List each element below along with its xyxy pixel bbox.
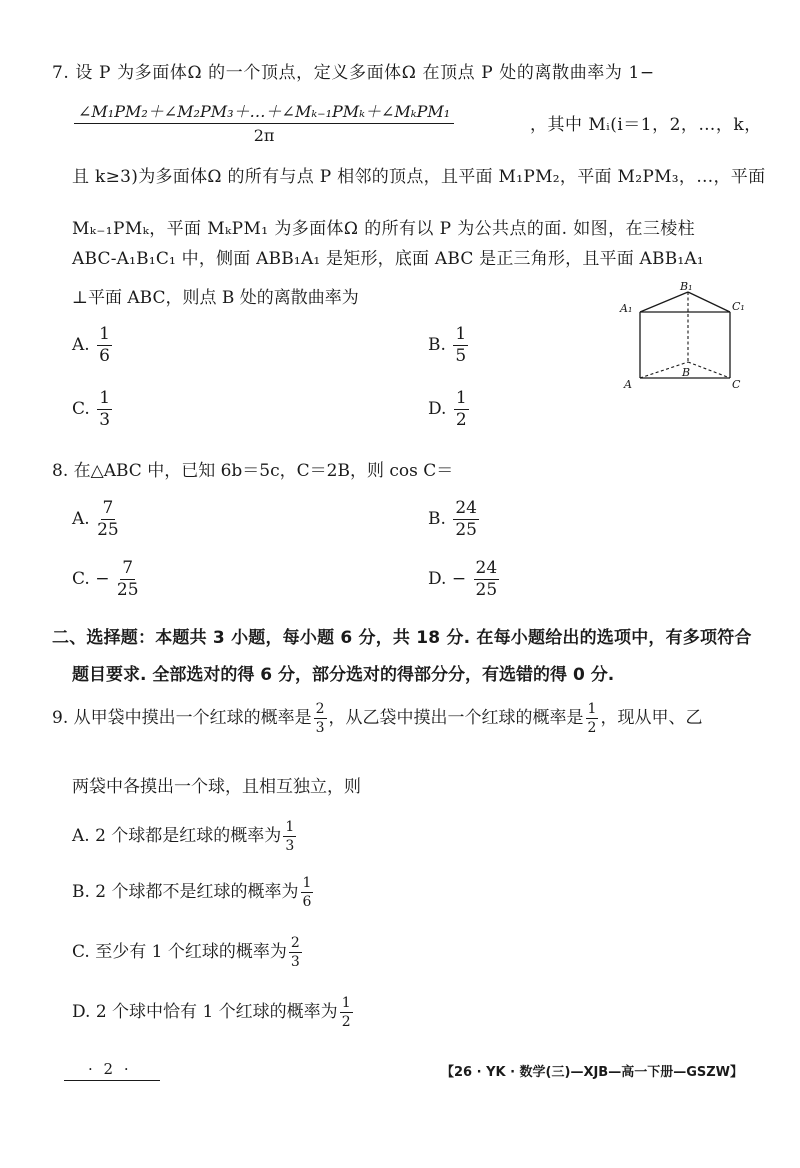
q9-option-b-text: B. 2 个球都不是红球的概率为: [72, 882, 299, 902]
q8-option-c: [72, 560, 141, 599]
q9-option-a-num: 1: [285, 819, 295, 835]
q7-option-d: [428, 390, 471, 429]
q9-option-c-text: C. 至少有 1 个红球的概率为: [72, 942, 287, 962]
q9-frac1-den: 3: [315, 720, 325, 736]
q7-option-d-num: 1: [455, 388, 467, 408]
section2-line2: 题目要求. 全部选对的得 6 分，部分选对的得部分分，有选错的得 0 分.: [72, 665, 615, 685]
q7-formula-suffix: ，其中 Mᵢ(i＝1，2，…，k，: [530, 115, 762, 135]
q7-line6: ⊥平面 ABC，则点 B 处的离散曲率为: [72, 288, 359, 308]
q7-option-c-den: 3: [99, 410, 111, 430]
q7-option-b-num: 1: [455, 324, 467, 344]
q9-option-d-num: 1: [341, 995, 351, 1011]
label-c: C: [732, 378, 741, 391]
q7-option-a-label: A.: [72, 335, 90, 355]
label-a1: A₁: [620, 302, 633, 315]
q8-option-b-num: 24: [455, 498, 477, 518]
q8-option-d-num: 24: [475, 558, 498, 578]
q7-option-d-label: D.: [428, 399, 447, 419]
q9-option-d-den: 2: [341, 1014, 351, 1030]
q8-option-c-num: 7: [122, 558, 134, 578]
footer-code: 【26 · YK · 数学(三)—XJB—高一下册—GSZW】: [441, 1065, 744, 1080]
q9-option-b: [72, 876, 315, 909]
q7-formula-numerator: ∠M₁PM₂＋∠M₂PM₃＋…＋∠Mₖ₋₁PMₖ＋∠MₖPM₁: [74, 104, 454, 124]
q9-stem-a: 9. 从甲袋中摸出一个红球的概率是: [52, 708, 312, 728]
q9-option-c-den: 3: [290, 954, 300, 970]
q7-option-c: [72, 390, 114, 429]
q9-option-c: [72, 936, 304, 969]
q9-option-d: [72, 996, 355, 1029]
q8-option-a: [72, 500, 121, 539]
q7-option-c-label: C.: [72, 399, 90, 419]
q8-option-a-label: A.: [72, 509, 90, 529]
q9-option-a: [72, 820, 298, 853]
q9-stem-c: ，现从甲、乙: [600, 708, 703, 728]
label-b: B: [682, 366, 691, 379]
q9-option-a-text: A. 2 个球都是红球的概率为: [72, 826, 282, 846]
q7-line5: ABC-A₁B₁C₁ 中，侧面 ABB₁A₁ 是矩形，底面 ABC 是正三角形，且平面 ABB₁A₁: [72, 249, 704, 269]
q8-option-a-den: 25: [97, 520, 119, 540]
label-c1: C₁: [732, 300, 745, 313]
label-a: A: [624, 378, 632, 391]
page-number-underline: [64, 1080, 160, 1081]
q7-formula-denominator: 2π: [253, 126, 275, 145]
q8-option-c-label: C.: [72, 569, 90, 589]
q8-option-c-den: 25: [116, 580, 139, 600]
edge-a1-b1: [640, 292, 688, 312]
prism-figure: [618, 282, 748, 398]
q9-option-a-den: 3: [285, 838, 295, 854]
q9-frac2-num: 1: [587, 701, 597, 717]
q8-option-d-sign: −: [451, 569, 467, 589]
q7-line4: Mₖ₋₁PMₖ，平面 MₖPM₁ 为多面体Ω 的所有以 P 为公共点的面. 如图，在三棱柱: [72, 219, 696, 239]
q9-stem-b: ，从乙袋中摸出一个红球的概率是: [328, 708, 584, 728]
q7-option-a-den: 6: [99, 346, 110, 366]
q7-option-b: [428, 326, 470, 365]
q8-option-a-num: 7: [102, 498, 114, 518]
q9-option-c-num: 2: [290, 935, 300, 951]
q9-stem: [52, 702, 702, 735]
q9-option-d-text: D. 2 个球中恰有 1 个红球的概率为: [72, 1002, 338, 1022]
q8-option-b-den: 25: [455, 520, 477, 540]
q7-formula: [72, 104, 456, 144]
page-number: · 2 ·: [88, 1060, 132, 1078]
q8-stem: 8. 在△ABC 中，已知 6b＝5c，C＝2B，则 cos C＝: [52, 461, 454, 481]
edge-b1-c1: [688, 292, 730, 312]
q7-line1: 7. 设 P 为多面体Ω 的一个顶点，定义多面体Ω 在顶点 P 处的离散曲率为 1−: [52, 63, 655, 83]
q8-option-b-label: B.: [428, 509, 446, 529]
edge-a-b: [640, 362, 691, 379]
q8-option-d-label: D.: [428, 569, 447, 589]
q9-option-b-den: 6: [302, 894, 312, 910]
q9-frac1-num: 2: [315, 701, 325, 717]
q7-option-a-num: 1: [99, 324, 110, 344]
q7-option-b-den: 5: [455, 346, 467, 366]
q8-option-d: [428, 560, 501, 599]
q9-option-b-num: 1: [302, 875, 312, 891]
q9-line2: 两袋中各摸出一个球，且相互独立，则: [72, 777, 361, 797]
q8-option-c-sign: −: [95, 569, 110, 589]
q9-frac2-den: 2: [587, 720, 597, 736]
label-b1: B₁: [680, 282, 693, 293]
q7-option-a: [72, 326, 114, 365]
q7-option-c-num: 1: [99, 388, 111, 408]
section2-line1: 二、选择题：本题共 3 小题，每小题 6 分，共 18 分. 在每小题给出的选项中，有多项符合: [52, 628, 752, 648]
q7-option-d-den: 2: [455, 410, 467, 430]
q7-line3: 且 k≥3)为多面体Ω 的所有与点 P 相邻的顶点，且平面 M₁PM₂，平面 M₂PM₃，…，平面: [72, 167, 766, 187]
edge-b-c: [688, 362, 730, 378]
q8-option-d-den: 25: [475, 580, 498, 600]
q8-option-b: [428, 500, 481, 539]
q7-option-b-label: B.: [428, 335, 446, 355]
